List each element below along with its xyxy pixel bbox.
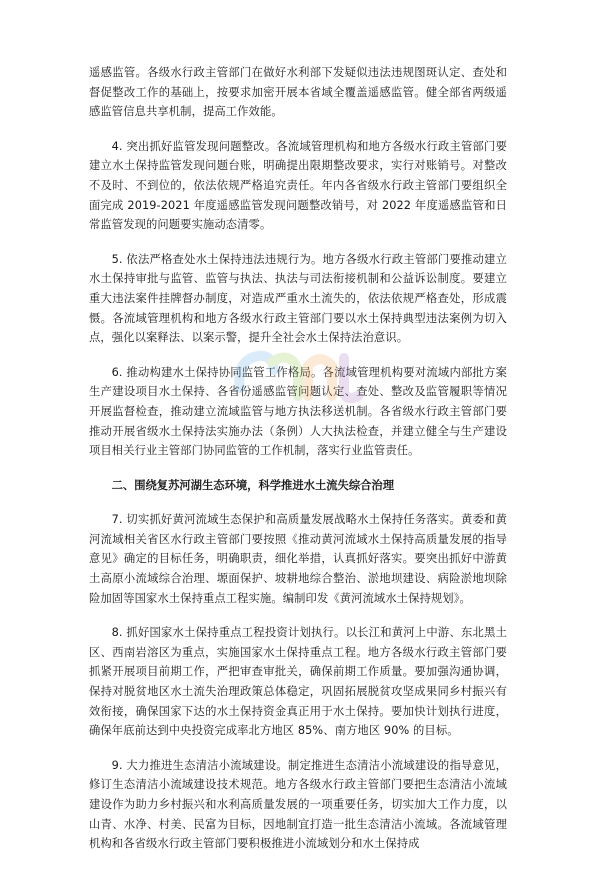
paragraph-item-8: 8. 抓好国家水土保持重点工程投资计划执行。以长江和黄河上中游、东北黑土区、西南岩溶区为重点，实施国家水土保持重点工程。地方各级水行政主管部门要抓紧开展项目前期工作，严把审查审批关，确保前期工作质量。要加强沟通协调，保持对脱贫地区水土流失治理政策总体稳定，巩固拓展脱贫攻坚成果同乡村振兴有效衔接，确保国家下达的水土保持资金真正用于水土保持。要加快计划执行进度，确保年底前达到中央投资完成率北方地区 85%、南方地区 90% 的目标。 [89, 626, 507, 738]
paragraph-continuation: 遥感监管。各级水行政主管部门在做好水利部下发疑似违法违规图斑认定、查处和督促整改工作的基础上，按要求加密开展本省域全覆盖遥感监管。健全部省两级遥感监管信息共享机制，提高工作效能。 [89, 66, 507, 119]
paragraph-item-4: 4. 突出抓好监管发现问题整改。各流域管理机构和地方各级水行政主管部门要建立水土保持监管发现问题台账，明确提出限期整改要求，实行对账销号。对整改不及时、不到位的，依法依规严格追究责任。年内各省级水行政主管部门要组织全面完成 2019-2021 年度遥感监管发现问题整改销号，对 2022 年度遥感监管和日常监管发现的问题要实施动态清零。 [89, 139, 507, 232]
paragraph-item-5: 5. 依法严格查处水土保持违法违规行为。地方各级水行政主管部门要推动建立水土保持审批与监管、监管与执法、执法与司法衔接机制和公益诉讼制度。要建立重大违法案件挂牌督办制度，对造成严重水土流失的，依法依规严格查处，形成震慑。各流域管理机构和地方各级水行政主管部门要以水土保持典型违法案例为切入点，强化以案释法、以案示警，提升全社会水土保持法治意识。 [89, 252, 507, 345]
document-body [89, 63, 507, 869]
section-heading: 二、围绕复苏河湖生态环境，科学推进水土流失综合治理 [111, 478, 395, 492]
paragraph-item-6: 6. 推动构建水土保持协同监管工作格局。各流域管理机构要对流域内部批方案生产建设项目水土保持、各省份遥感监管问题认定、查处、整改及监管履职等情况开展监督检查，推动建立流域监管与地方执法移送机制。各省级水行政主管部门要推动开展省级水土保持法实施办法（条例）人大执法检查，并建立健全与生产建设项目相关行业主管部门协同监管的工作机制，落实行业监管责任。 [89, 365, 507, 458]
paragraph-item-9: 9. 大力推进生态清洁小流域建设。制定推进生态清洁小流域建设的指导意见，修订生态清洁小流域建设技术规范。地方各级水行政主管部门要把生态清洁小流域建设作为助力乡村振兴和水利高质量发展的一项重要任务，切实加大工作力度，以山青、水净、村美、民富为目标，因地制宜打造一批生态清洁小流域。各流域管理机构和各省级水行政主管部门要积极推进小流域划分和水土保持成 [89, 758, 507, 851]
paragraph-item-7: 7. 切实抓好黄河流域生态保护和高质量发展战略水土保持任务落实。黄委和黄河流域相关省区水行政主管部门要按照《推动黄河流域水土保持高质量发展的指导意见》确定的目标任务，明确职责，细化举措，认真抓好落实。要突出抓好中游黄土高原小流域综合治理、塬面保护、坡耕地综合整治、淤地坝建设、病险淤地坝除险加固等国家水土保持重点工程实施。编制印发《黄河流域水土保持规划》。 [89, 513, 507, 605]
